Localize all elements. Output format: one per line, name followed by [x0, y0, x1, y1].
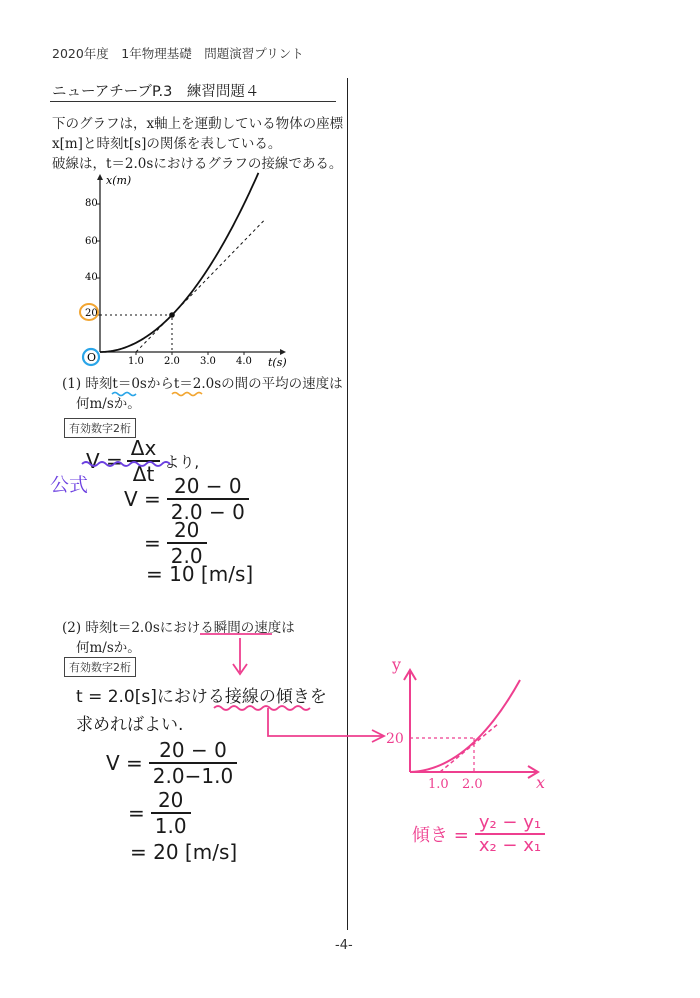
pink-sketch-graph	[370, 650, 570, 800]
problem-line-3: 破線は，t＝2.0sにおけるグラフの接線である。	[52, 156, 343, 172]
x-axis-label: t(s)	[268, 356, 287, 369]
a1-formula-den: Δt	[127, 460, 161, 486]
a2-step2-den: 1.0	[151, 812, 191, 838]
x-tick-2: 2.0	[164, 356, 180, 367]
q2-sig-figs-box: 有効数字2桁	[64, 657, 136, 677]
slope-formula	[412, 812, 545, 856]
sketch-tangent	[440, 724, 498, 772]
a2-step2-frac	[151, 788, 191, 838]
a2-step2-num: 20	[157, 788, 184, 812]
q1-line-2: 何m/sか。	[76, 396, 141, 412]
a2-step1-frac	[149, 738, 237, 788]
q1-line-1: 時刻t＝0sからt＝2.0sの間の平均の速度は	[85, 376, 343, 392]
page-number: -4-	[335, 938, 353, 953]
a1-step1-lhs: V =	[124, 487, 161, 511]
a1-step1-frac	[167, 474, 249, 524]
a2-result: = 20 [m/s]	[130, 840, 238, 864]
q2-number: (2)	[62, 620, 82, 636]
a1-formula-note: 公式	[50, 474, 89, 496]
title-underline	[50, 101, 336, 102]
y-axis-label: x(m)	[106, 174, 132, 187]
slope-num: y₂ − y₁	[478, 812, 542, 833]
a1-step2-den: 2.0	[167, 542, 207, 568]
position-time-graph	[70, 170, 310, 370]
a1-step1-num: 20 − 0	[173, 474, 242, 498]
column-divider	[347, 78, 348, 930]
sketch-y-tick: 20	[386, 731, 404, 747]
slope-frac	[475, 812, 545, 856]
sketch-x-label: x	[536, 773, 546, 792]
problem-line-2: x[m]と時刻t[s]の関係を表している。	[52, 136, 282, 152]
x-axis-arrow	[97, 174, 103, 180]
guide-lines	[100, 315, 172, 352]
sketch-x-tick-2: 2.0	[462, 777, 483, 792]
x-tick-1: 1.0	[128, 356, 144, 367]
blue-wavy-underline	[112, 393, 136, 396]
q2-line-2: 何m/sか。	[76, 640, 141, 656]
a2-step1	[106, 738, 237, 788]
a1-step1-den: 2.0 − 0	[167, 498, 249, 524]
t-axis-arrow	[280, 349, 286, 355]
a1-step2-num: 20	[173, 518, 200, 542]
y-tick-20: 20	[85, 308, 98, 319]
sketch-x-tick-1: 1.0	[428, 777, 449, 792]
a2-step2-equals: =	[128, 801, 145, 825]
x-tick-3: 3.0	[200, 356, 216, 367]
a2-step2	[128, 788, 191, 838]
problem-line-1: 下のグラフは，x軸上を運動している物体の座標	[52, 116, 344, 132]
slope-den: x₂ − x₁	[475, 833, 545, 856]
y-tick-40: 40	[85, 272, 98, 283]
a1-formula-suffix: より,	[164, 452, 200, 471]
orange-wavy-underline	[172, 393, 202, 396]
origin-label: O	[87, 351, 97, 364]
pink-right-arrow	[268, 708, 382, 736]
y-tick-60: 60	[85, 236, 98, 247]
q1-sig-figs-box: 有効数字2桁	[64, 418, 136, 438]
a1-formula-num: Δx	[130, 436, 157, 460]
a1-step1	[124, 474, 249, 524]
tangent-point	[169, 312, 175, 318]
a2-text-1: t = 2.0[s]における接線の傾きを	[76, 687, 327, 707]
slope-label: 傾き =	[412, 825, 469, 846]
q1-number: (1)	[62, 376, 82, 392]
pink-down-arrowhead	[233, 664, 247, 674]
a1-step2-frac	[167, 518, 207, 568]
y-tick-80: 80	[85, 198, 98, 209]
a1-formula-lhs: V =	[86, 449, 123, 473]
a1-result: = 10 [m/s]	[146, 562, 254, 586]
q2-line-1: 時刻t＝2.0sにおける瞬間の速度は	[85, 620, 295, 636]
exercise-title: ニューアチーブP.3 練習問題４	[52, 84, 260, 100]
a2-step1-num: 20 − 0	[159, 738, 227, 762]
q1-underlines	[110, 390, 230, 398]
a2-step1-den: 2.0−1.0	[149, 762, 237, 788]
q2-text	[62, 618, 295, 638]
position-curve	[100, 173, 258, 352]
tangent-line	[136, 219, 266, 352]
a2-step1-lhs: V =	[106, 751, 143, 775]
sketch-y-label: y	[392, 655, 402, 674]
x-tick-4: 4.0	[236, 356, 252, 367]
sketch-curve	[410, 680, 520, 772]
a1-step2-equals: =	[144, 531, 161, 555]
page-header: 2020年度 1年物理基礎 問題演習プリント	[52, 46, 304, 61]
a1-step2	[144, 518, 207, 568]
a1-purple-underline	[80, 458, 190, 470]
a2-text-2: 求めればよい.	[76, 715, 184, 735]
